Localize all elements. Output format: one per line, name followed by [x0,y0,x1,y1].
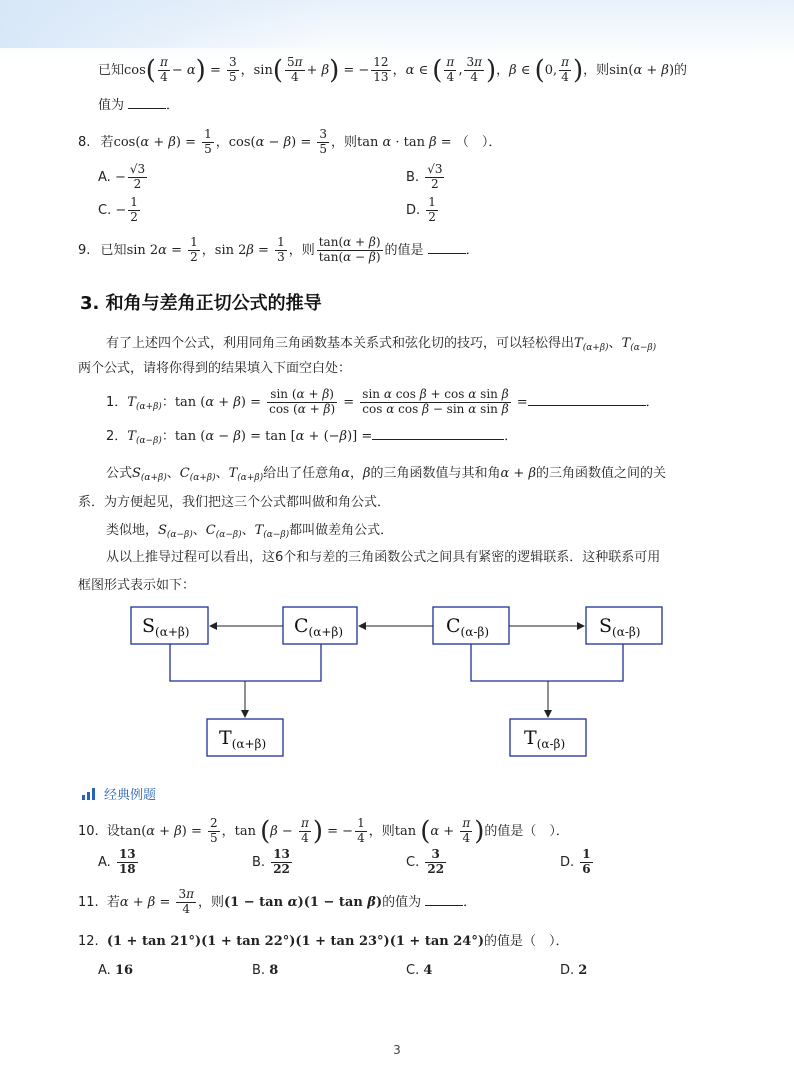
formula-item-2: 2．$T_{(\alpha-\beta)}$：tan (α − β) = tan [α + (−β)] = ． [106,429,518,446]
option-label: C. [98,202,112,218]
problem-10-option-c[interactable] [406,848,448,877]
para3-a: 类似地， [106,523,159,538]
option-den: 22 [273,861,290,876]
option-label: D. [560,963,575,978]
option-num: 13 [118,847,136,861]
problem-12-stem [78,935,569,948]
problem-10-option-b[interactable] [252,848,294,877]
option-label: B. [406,169,420,185]
option-value: 8 [269,963,279,978]
svg-text:S(α+β): $S_{(\alpha+\beta)}$ [142,615,190,639]
para2-a: 公式 [106,466,133,481]
option-label: D. [560,854,575,870]
item-2-label: 2． [106,429,128,444]
option-den: 6 [582,861,591,876]
problem-11-prefix: 若 [106,894,120,910]
page-number: 3 [393,1043,401,1057]
problem-7-then: ，则 [583,62,610,78]
section-title: 3. 和角与差角正切公式的推导 [80,293,322,314]
option-num: 3 [425,848,446,863]
option-label: A. [98,963,111,978]
problem-8-option-d[interactable]: D. $\frac{1}{2}$ [406,195,436,224]
category-heading [82,788,156,803]
option-num: 1 [582,847,591,861]
problem-12-option-a[interactable] [98,963,133,978]
formula-item-1: 1．$T_{(\alpha+\beta)}$：tan (α + β) = $\frac{\sin (\alpha + \beta)}{\cos (\alpha + \beta)}$ = $\frac{\text{sin α cos β + cos α sin β}}{\text{cos α cos β − sin α sin β}}$ = ． [106,387,659,416]
option-value: 4 [423,963,433,978]
option-label: C. [406,854,420,870]
problem-7-line2: 值为 ． [98,98,180,113]
problem-9-stem: 9. 已知sin 2α = $\frac{1}{2}$ ，sin 2β = $\frac{1}{3}$ ，则 $\frac{\tan(\alpha + \beta)}{\tan(\alpha - \beta)}$ 的值是 ． [78,235,479,264]
para2-b: 给出了任意角 [263,466,342,481]
para2-c: 的三角函数值与其和角 [370,466,501,481]
problem-9-number: 9. [78,242,91,258]
option-value: 2 [578,963,588,978]
problem-8-prefix: 若 [100,134,114,150]
item-1-label: 1． [106,394,128,410]
problem-7-answer-label: 值为 [98,98,125,113]
problem-11-end: 的值为 [382,894,422,910]
para3-b: 都叫做差角公式． [289,523,394,538]
problem-9-prefix: 已知 [100,242,127,258]
svg-text:C(α+β): $C_{(\alpha+\beta)}$ [294,615,344,639]
problem-8-option-b[interactable]: B. $\frac{√3}{2}$ [406,162,443,191]
problem-8-number: 8. [78,134,91,150]
category-label: 经典例题 [104,788,157,803]
problem-10-end: 的值是（ ）． [484,823,569,839]
problem-11-number: 11. [78,894,99,910]
problem-12-option-d[interactable] [560,963,587,978]
problem-12-expression: (1 + tan 21°)(1 + tan 22°)(1 + tan 23°)(1 + tan 24°) [106,934,484,949]
problem-10-stem: 10. 设tan(α + β) = $\frac{2}{5}$ ，tan (β − $\frac{\pi}{4}$ ) = − $\frac{1}{4}$ ，则tan (α + $\frac{\pi}{4}$ )的值是（ ）． [78,816,569,847]
svg-text:S(α-β): $S_{(\alpha-\beta)}$ [599,615,641,639]
answer-blank[interactable] [425,895,463,906]
problem-8-option-a[interactable]: A. − $\frac{√3}{2}$ [98,162,146,191]
problem-12-number: 12. [78,934,99,949]
problem-7-prefix: 已知 [98,62,125,78]
section-paragraph-2: 公式$S_{(\alpha+\beta)}$、$C_{(\alpha+\beta)}$、$T_{(\alpha+\beta)}$给出了任意角α，β的三角函数值与其和角α + β的三角函数值之间的关 [106,466,666,483]
option-label: B. [252,854,266,870]
problem-10-number: 10. [78,823,99,839]
problem-12-end: 的值是（ ）． [483,934,569,949]
problem-12-option-c[interactable] [406,963,432,978]
problem-10-then: ，则 [368,823,395,839]
option-label: B. [252,963,266,978]
option-label: A. [98,854,111,870]
option-label: A. [98,169,111,185]
section-paragraph-2b: 系．为方便起见，我们把这三个公式都叫做和角公式． [78,495,391,510]
problem-9-tail: 的值是 [384,242,424,258]
section-paragraph-3: 类似地，$S_{(\alpha-\beta)}$、$C_{(\alpha-\beta)}$、$T_{(\alpha-\beta)}$都叫做差角公式． [106,523,394,540]
para2-d: 的三角函数值之间的关 [535,466,666,481]
section-paragraph-4b: 框图形式表示如下： [78,578,196,593]
bar-chart-icon [82,788,96,803]
svg-text:T(α-β): $T_{(\alpha-\beta)}$ [524,727,566,751]
option-den: 22 [427,861,445,876]
problem-12-option-b[interactable] [252,963,278,978]
para1-text: 有了上述四个公式，利用同角三角函数基本关系式和弦化切的技巧，可以轻松得出 [106,336,575,351]
option-num: 13 [273,847,290,861]
problem-7-line1: 已知cos( $\frac{\pi}{4}$ − α) = $\frac{3}{5}$ ，sin( $\frac{5\pi}{4}$ + β) = − $\frac{12}{13}$ ，α ∈ ( $\frac{\pi}{4}$ , $\frac{3\pi}{4}$ )，β ∈ (0, $\frac{\pi}{4}$ )，则sin(α + β)的 [98,55,688,86]
section-paragraph-1b: 两个公式，请将你得到的结果填入下面空白处： [78,361,352,376]
section-paragraph-4: 从以上推导过程可以看出，这6个和与差的三角函数公式之间具有紧密的逻辑联系．这种联系可用 [106,550,661,565]
problem-7-of: 的 [674,62,688,78]
problem-10-comma: ， [221,823,235,839]
problem-10-prefix: 设 [106,823,120,839]
option-label: C. [406,963,420,978]
problem-8-paren: （ ）． [455,134,502,150]
option-value: 16 [114,963,134,978]
problem-11-then: ，则 [198,894,225,910]
svg-text:T(α+β): $T_{(\alpha+\beta)}$ [219,727,267,751]
problem-10-option-a[interactable] [98,848,140,877]
problem-8-then: ，则 [330,134,357,150]
section-paragraph-1: 有了上述四个公式，利用同角三角函数基本关系式和弦化切的技巧，可以轻松得出$T_{(\alpha+\beta)}$、$T_{(\alpha-\beta)}$ [106,336,657,353]
problem-10-option-d[interactable] [560,848,595,877]
problem-8-stem: 8. 若cos(α + β) = $\frac{1}{5}$ ，cos(α − β) = $\frac{3}{5}$ ，则tan α · tan β = （ ）． [78,127,502,156]
option-label: D. [406,202,421,218]
problem-8-option-c[interactable]: C. − $\frac{1}{2}$ [98,195,138,224]
problem-11-stem: 11. 若α + β = $\frac{3\pi}{4}$ ，则(1 − tan α)(1 − tan β)的值为 ． [78,887,477,916]
svg-text:C(α-β): $C_{(\alpha-\beta)}$ [446,615,490,639]
option-den: 18 [118,861,136,876]
